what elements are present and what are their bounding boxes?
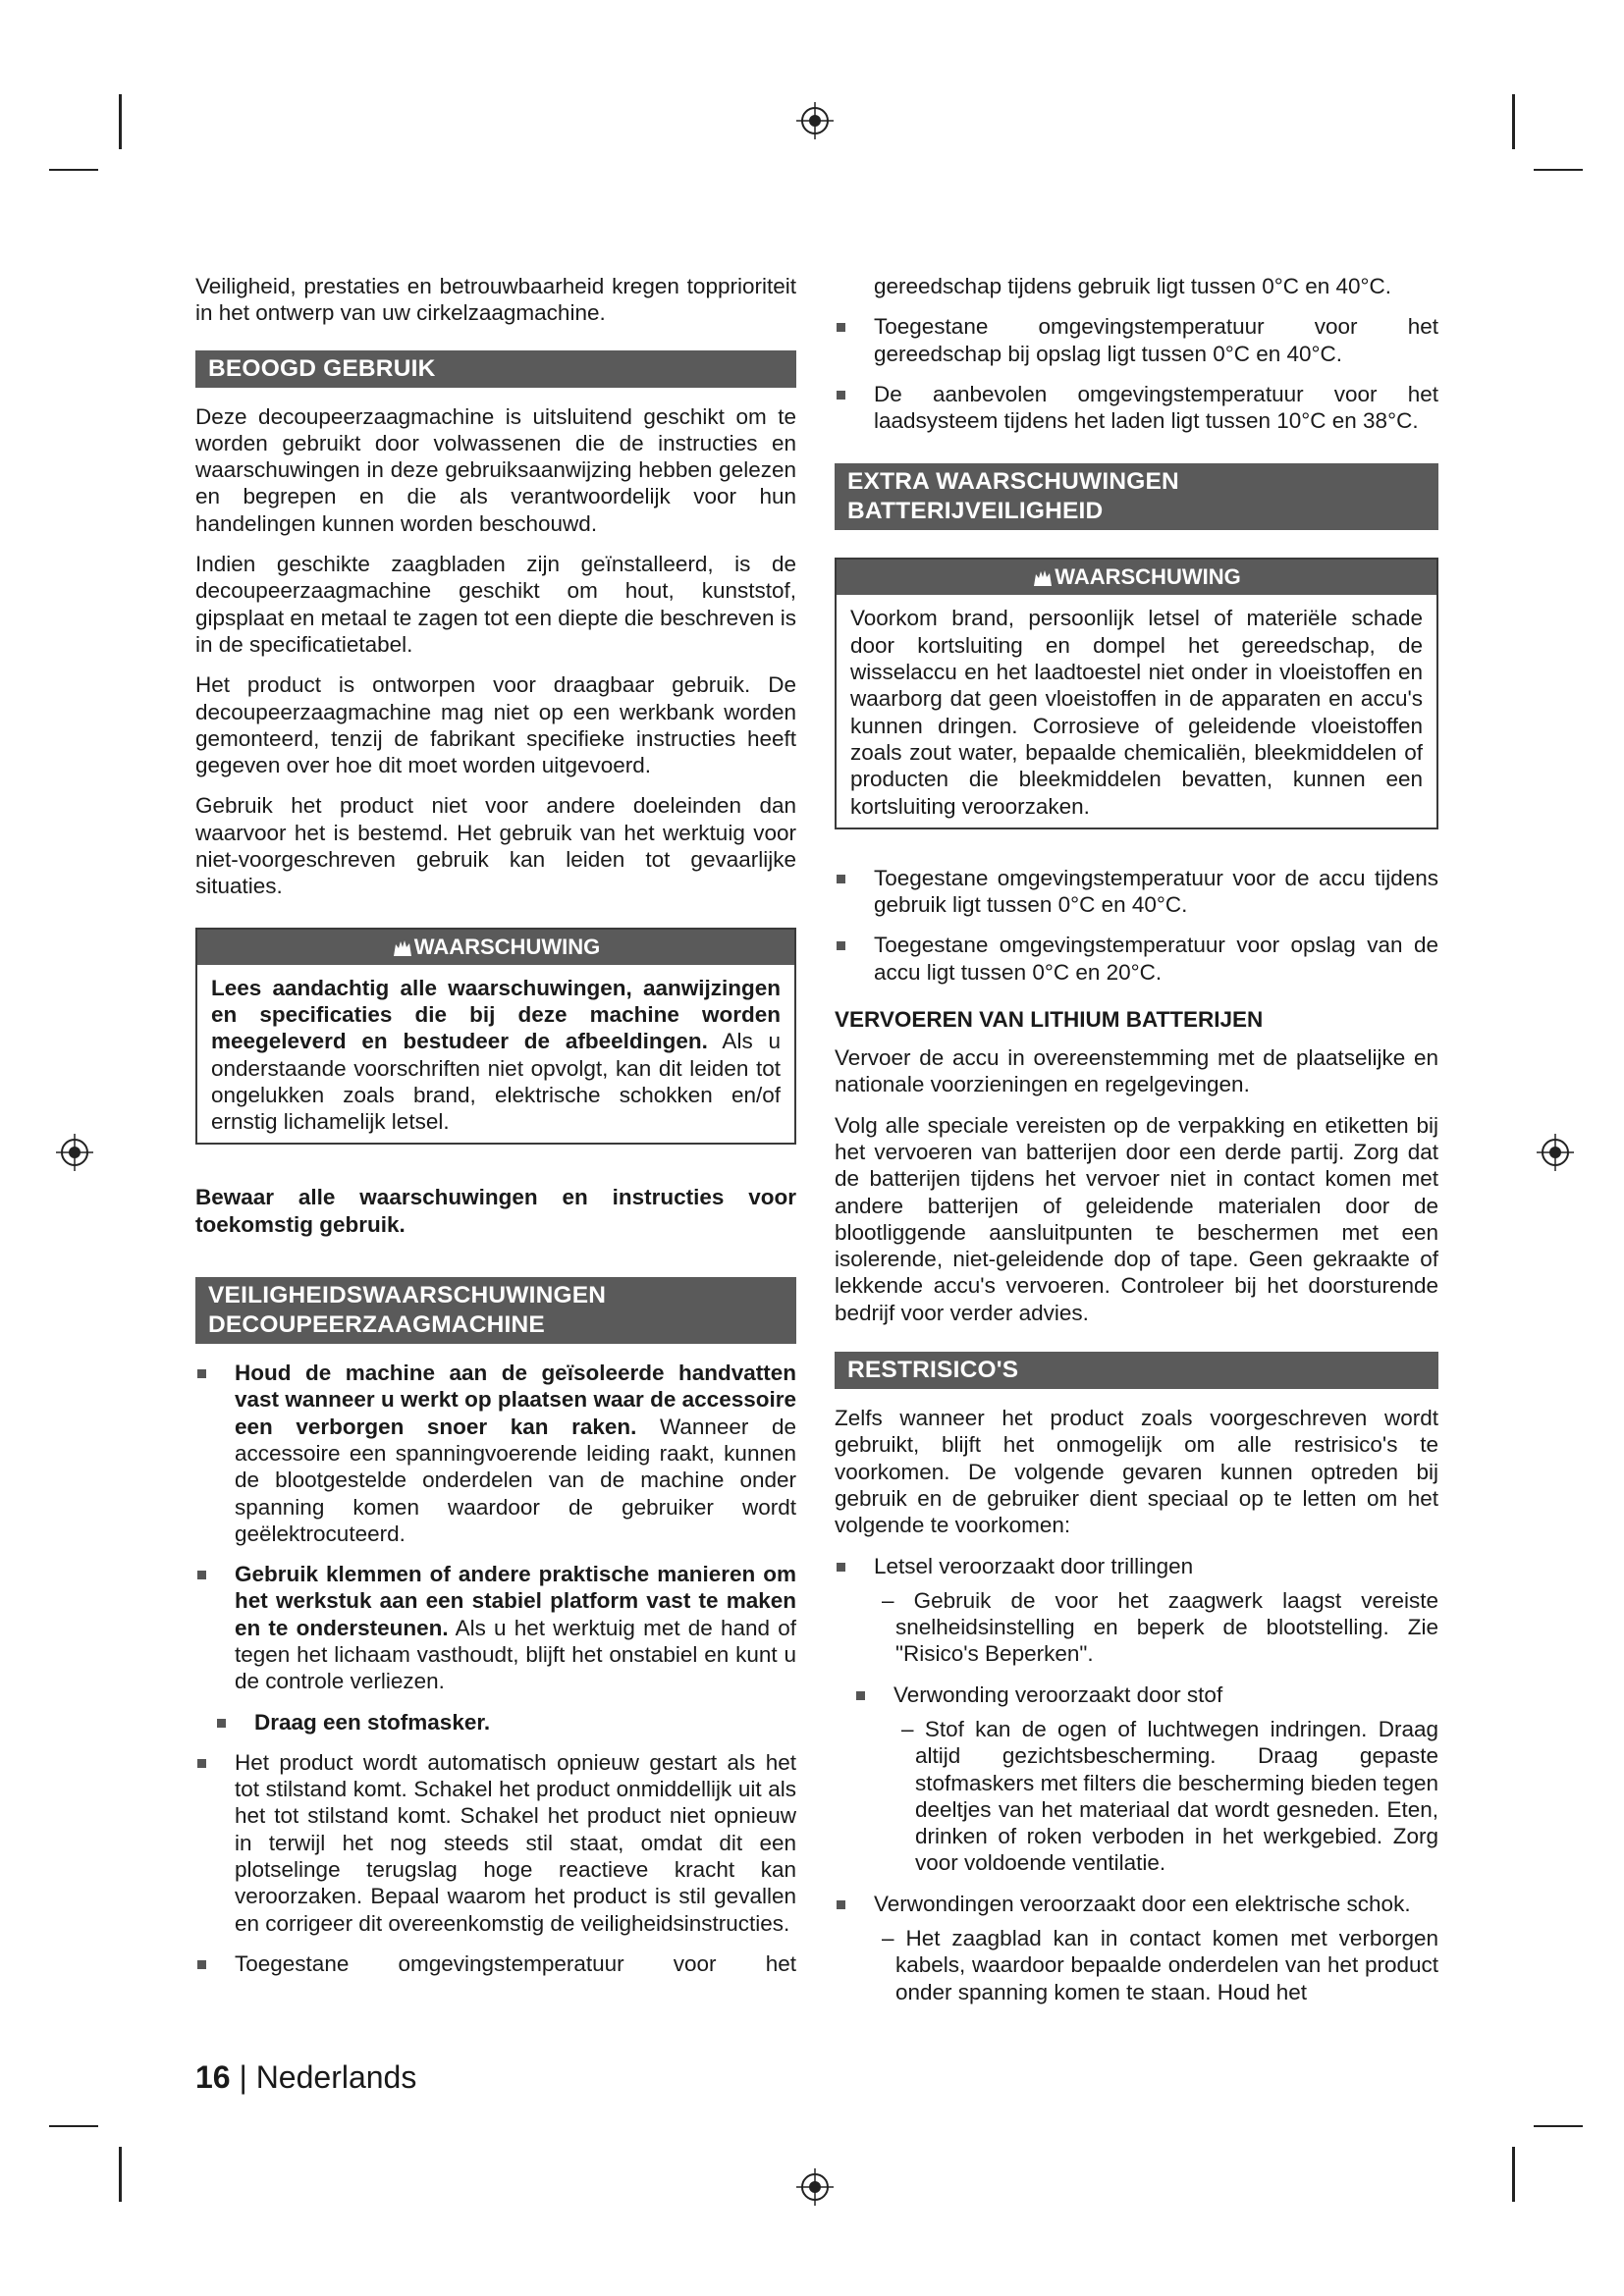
risk-title: Verwondingen veroorzaakt door een elektrische schok.	[874, 1891, 1411, 1916]
paragraph: Zelfs wanneer het product zoals voorgeschreven wordt gebruikt, blijft het onmogelijk om alle restrisico's te voorkomen. De volgende gevaren kunnen optreden bij gebruik en de gebruiker dient speciaal op te letten om het volgende te voorkomen:	[835, 1406, 1438, 1538]
bullet-bold: Draag een stofmasker.	[254, 1709, 491, 1735]
crop-mark	[1512, 94, 1515, 149]
paragraph: Indien geschikte zaagbladen zijn geïnstalleerd, is de decoupeerzaagmachine geschikt om hout, kunststof, gipsplaat en metaal te zagen tot een diepte die beschreven is in de specificatietabel.	[195, 552, 796, 657]
crop-mark	[1534, 2125, 1583, 2127]
list-item	[215, 1709, 796, 1735]
risk-detail: – Het zaagblad kan in contact komen met verborgen kabels, waardoor bepaalde onderdelen van het product onder spanning komen te staan. Houd het	[882, 1926, 1438, 2004]
list-item: Toegestane omgevingstemperatuur voor opslag van de accu ligt tussen 0°C en 20°C.	[835, 932, 1438, 986]
warning-box	[195, 928, 796, 1146]
warning-bold-text: Lees aandachtig alle waarschuwingen, aanwijzingen en specificaties die bij deze machine worden meegeleverd en bestudeer de afbeeldingen.	[211, 975, 781, 1054]
safety-list	[195, 1360, 796, 1695]
bullet-bold: Houd de machine aan de geïsoleerde handvatten vast wanneer u werkt op plaatsen waar de accessoire een verborgen snoer kan raken.	[235, 1361, 796, 1439]
paragraph: Het product is ontworpen voor draagbaar gebruik. De decoupeerzaagmachine mag niet op een werkbank worden gemonteerd, tenzij de fabrikant specifieke instructies heeft gegeven over hoe dit moet worden uitgevoerd.	[195, 672, 796, 778]
risk-list-indented	[835, 1682, 1438, 1877]
warning-title: WAARSCHUWING	[413, 934, 601, 959]
warning-header	[837, 560, 1436, 595]
list-item	[835, 1891, 1438, 2005]
heading-line: DECOUPEERZAAGMACHINE	[208, 1311, 545, 1339]
keep-instructions-note: Bewaar alle waarschuwingen en instructies voor toekomstig gebruik.	[195, 1185, 796, 1237]
safety-list-indented	[195, 1709, 796, 1735]
crop-mark	[1512, 2147, 1515, 2202]
list-item	[195, 1561, 796, 1694]
risk-detail: – Gebruik de voor het zaagwerk laagst vereiste snelheidsinstelling en beperk de blootstelling. Zie "Risico's Beperken".	[882, 1587, 1438, 1667]
risk-detail: – Stof kan de ogen of luchtwegen indringen. Draag altijd gezichtsbescherming. Draag gepaste stofmaskers met filters die bescherming bieden tegen deeltjes van het materiaal dat wordt gesneden. Eten, drinken of roken verboden in het werkgebied. Zorg voor voldoende ventilatie.	[901, 1716, 1438, 1876]
registration-mark-icon	[795, 2167, 835, 2207]
right-column	[835, 273, 1438, 2019]
continued-text: gereedschap tijdens gebruik ligt tussen 0°C en 40°C.	[874, 274, 1392, 298]
safety-list-2	[195, 1749, 796, 1977]
crop-mark	[119, 2147, 122, 2202]
warning-body	[197, 965, 794, 1144]
risk-title: Verwonding veroorzaakt door stof	[893, 1682, 1223, 1707]
list-item	[854, 1682, 1438, 1877]
paragraph: Gebruik het product niet voor andere doeleinden dan waarvoor het is bestemd. Het gebruik van het werktuig voor niet-voorgeschreven gebruik kan leiden tot gevaarlijke situaties.	[195, 793, 796, 899]
warning-hand-icon	[392, 938, 413, 958]
registration-mark-icon	[1536, 1133, 1575, 1172]
footer-language: Nederlands	[255, 2059, 417, 2095]
warning-box	[835, 558, 1438, 828]
footer-separator: |	[230, 2059, 256, 2095]
bullet-bold: Gebruik klemmen of andere praktische manieren om het werkstuk aan een stabiel platform vast te maken en te ondersteunen.	[235, 1562, 796, 1640]
list-item: Toegestane omgevingstemperatuur voor het	[195, 1950, 796, 1977]
battery-temperature-list	[835, 865, 1438, 986]
registration-mark-icon	[795, 101, 835, 140]
transport-heading: VERVOEREN VAN LITHIUM BATTERIJEN	[835, 1007, 1264, 1033]
list-item: De aanbevolen omgevingstemperatuur voor het laadsysteem tijdens het laden ligt tussen 10°C en 38°C.	[835, 381, 1438, 435]
crop-mark	[119, 94, 122, 149]
paragraph: Vervoer de accu in overeenstemming met de plaatselijke en nationale voorzieningen en regelgevingen.	[835, 1045, 1438, 1097]
risk-list-2	[835, 1891, 1438, 2005]
risk-list	[835, 1553, 1438, 1668]
warning-hand-icon	[1032, 568, 1054, 588]
section-heading-residual-risks: RESTRISICO'S	[835, 1352, 1438, 1389]
heading-line: BATTERIJVEILIGHEID	[847, 498, 1104, 525]
left-column	[195, 273, 796, 1991]
heading-line: VEILIGHEIDSWAARSCHUWINGEN	[208, 1282, 607, 1309]
crop-mark	[1534, 169, 1583, 171]
bullet-text: Wanneer de accessoire een spanningvoerende leiding raakt, kunnen de blootgestelde onderdelen van de machine onder spanning komen waardoor de gebruiker wordt geëlektrocuteerd.	[235, 1414, 797, 1546]
page-number: 16	[195, 2059, 231, 2095]
temperature-list	[835, 313, 1438, 434]
bullet-text: Als u het werktuig met de hand of tegen het lichaam vasthoudt, blijft het onstabiel en kunt u de controle verliezen.	[235, 1615, 796, 1694]
list-item: Het product wordt automatisch opnieuw gestart als het tot stilstand komt. Schakel het product onmiddellijk uit als het tot stilstand komt. Schakel het product niet opnieuw in terwijl het nog steeds stil staat, omdat dit een plotselinge terugslag hoge reactieve kracht kan veroorzaken. Bepaal waarom het product is stil gevallen en corrigeer dit overeenkomstig de veiligheidsinstructies.	[195, 1749, 796, 1937]
warning-header	[197, 930, 794, 965]
list-item: Toegestane omgevingstemperatuur voor de accu tijdens gebruik ligt tussen 0°C en 40°C.	[835, 865, 1438, 919]
warning-title: WAARSCHUWING	[1055, 564, 1241, 590]
risk-title: Letsel veroorzaakt door trillingen	[874, 1553, 1194, 1578]
intro-paragraph: Veiligheid, prestaties en betrouwbaarheid kregen topprioriteit in het ontwerp van uw cirkelzaagmachine.	[195, 274, 796, 326]
warning-text: Als u onderstaande voorschriften niet opvolgt, kan dit leiden tot ongelukken zoals brand, elektrische schokken en/of ernstig lichamelijk letsel.	[211, 1029, 782, 1135]
crop-mark	[49, 169, 98, 171]
registration-mark-icon	[55, 1133, 94, 1172]
list-item: Toegestane omgevingstemperatuur voor het gereedschap bij opslag ligt tussen 0°C en 40°C.	[835, 313, 1438, 367]
crop-mark	[49, 2125, 98, 2127]
heading-line: EXTRA WAARSCHUWINGEN	[847, 468, 1179, 496]
paragraph: Volg alle speciale vereisten op de verpakking en etiketten bij het vervoeren van batterijen door een derde partij. Zorg dat de batterijen tijdens het vervoer niet in contact komen met andere batterijen of geleidende materialen door de blootliggende aansluitpunten te beschermen met een isolerende, niet-geleidende dop of tape. Geen gekraakte of lekkende accu's vervoeren. Controleer bij het doorsturende bedrijf voor verder advies.	[835, 1112, 1438, 1325]
warning-body: Voorkom brand, persoonlijk letsel of materiële schade door kortsluiting en dompel het gereedschap, de wisselaccu en het laadtoestel niet onder in vloeistoffen en waarborg dat geen vloeistoffen in de apparaten en accu's kunnen dringen. Corrosieve of geleidende vloeistoffen zoals zout water, bepaalde chemicaliën, bleekmiddelen of producten die bleekmiddelen bevatten, kunnen een kortsluiting veroorzaken.	[850, 606, 1423, 819]
section-heading-intended-use: BEOOGD GEBRUIK	[195, 350, 796, 388]
section-heading-battery-safety	[835, 463, 1438, 530]
list-item	[835, 1553, 1438, 1668]
paragraph: Deze decoupeerzaagmachine is uitsluitend geschikt om te worden gebruikt door volwassenen die de instructies en waarschuwingen in deze gebruiksaanwijzing hebben gelezen en begrepen en die als verantwoordelijk voor hun handelingen kunnen worden beschouwd.	[195, 403, 796, 536]
list-item	[195, 1360, 796, 1547]
page-footer	[195, 2059, 416, 2096]
section-heading-safety-warnings	[195, 1277, 796, 1344]
